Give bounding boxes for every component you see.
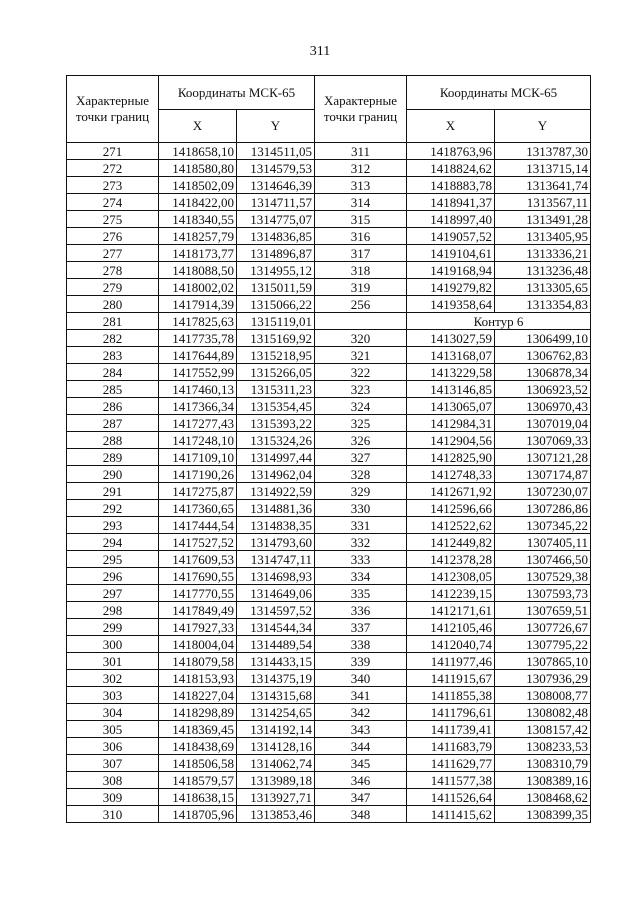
point-number: 280 xyxy=(67,296,159,313)
y-header-left: Y xyxy=(237,110,315,143)
y-value: 1314511,05 xyxy=(237,143,315,160)
y-value: 1313236,48 xyxy=(495,262,591,279)
x-value: 1417360,65 xyxy=(159,500,237,517)
point-number: 289 xyxy=(67,449,159,466)
y-value: 1308157,42 xyxy=(495,721,591,738)
y-value: 1314997,44 xyxy=(237,449,315,466)
point-number: 273 xyxy=(67,177,159,194)
contour-label: Контур 6 xyxy=(407,313,591,330)
x-value: 1418369,45 xyxy=(159,721,237,738)
x-value: 1419168,94 xyxy=(407,262,495,279)
x-value: 1417914,39 xyxy=(159,296,237,313)
point-number: 341 xyxy=(315,687,407,704)
point-number: 281 xyxy=(67,313,159,330)
x-value: 1413168,07 xyxy=(407,347,495,364)
y-value: 1315311,23 xyxy=(237,381,315,398)
y-value: 1313853,46 xyxy=(237,806,315,823)
point-number: 305 xyxy=(67,721,159,738)
x-value: 1412105,46 xyxy=(407,619,495,636)
coords-header-right: Координаты МСК-65 xyxy=(407,76,591,110)
x-value: 1417849,49 xyxy=(159,602,237,619)
coordinates-table xyxy=(66,75,591,823)
table-row xyxy=(67,806,591,823)
point-number: 342 xyxy=(315,704,407,721)
x-value: 1418422,00 xyxy=(159,194,237,211)
points-header-left: Характерные точки границ xyxy=(67,76,159,143)
x-value: 1418658,10 xyxy=(159,143,237,160)
x-value: 1411629,77 xyxy=(407,755,495,772)
table-row xyxy=(67,483,591,500)
point-number: 294 xyxy=(67,534,159,551)
point-number: 324 xyxy=(315,398,407,415)
point-number: 336 xyxy=(315,602,407,619)
point-number: 304 xyxy=(67,704,159,721)
point-number: 328 xyxy=(315,466,407,483)
y-value: 1307726,67 xyxy=(495,619,591,636)
table-row xyxy=(67,517,591,534)
point-number: 326 xyxy=(315,432,407,449)
x-value: 1411915,67 xyxy=(407,670,495,687)
x-value: 1417460,13 xyxy=(159,381,237,398)
x-value: 1418824,62 xyxy=(407,160,495,177)
point-number: 291 xyxy=(67,483,159,500)
x-value: 1417527,52 xyxy=(159,534,237,551)
x-header-left: X xyxy=(159,110,237,143)
point-number: 290 xyxy=(67,466,159,483)
table-row xyxy=(67,551,591,568)
x-value: 1418763,96 xyxy=(407,143,495,160)
y-value: 1308082,48 xyxy=(495,704,591,721)
x-value: 1412522,62 xyxy=(407,517,495,534)
x-value: 1418004,04 xyxy=(159,636,237,653)
y-value: 1314775,07 xyxy=(237,211,315,228)
y-value: 1306970,43 xyxy=(495,398,591,415)
table-row xyxy=(67,432,591,449)
x-value: 1412308,05 xyxy=(407,568,495,585)
y-value: 1307795,22 xyxy=(495,636,591,653)
x-value: 1418502,09 xyxy=(159,177,237,194)
y-value: 1314192,14 xyxy=(237,721,315,738)
point-number: 312 xyxy=(315,160,407,177)
x-value: 1411415,62 xyxy=(407,806,495,823)
table-row xyxy=(67,704,591,721)
x-value: 1413027,59 xyxy=(407,330,495,347)
y-value: 1314062,74 xyxy=(237,755,315,772)
point-number: 279 xyxy=(67,279,159,296)
x-value: 1419358,64 xyxy=(407,296,495,313)
y-value: 1306878,34 xyxy=(495,364,591,381)
x-value: 1411977,46 xyxy=(407,653,495,670)
point-number: 322 xyxy=(315,364,407,381)
point-number: 275 xyxy=(67,211,159,228)
y-value: 1315011,59 xyxy=(237,279,315,296)
point-number: 271 xyxy=(67,143,159,160)
y-value: 1314747,11 xyxy=(237,551,315,568)
y-value: 1313405,95 xyxy=(495,228,591,245)
y-value: 1313927,71 xyxy=(237,789,315,806)
point-number: 325 xyxy=(315,415,407,432)
point-number: 330 xyxy=(315,500,407,517)
point-number: 332 xyxy=(315,534,407,551)
table-row xyxy=(67,500,591,517)
point-number: 293 xyxy=(67,517,159,534)
y-value: 1315393,22 xyxy=(237,415,315,432)
table-row xyxy=(67,585,591,602)
y-value: 1314896,87 xyxy=(237,245,315,262)
y-value: 1314128,16 xyxy=(237,738,315,755)
point-number: 344 xyxy=(315,738,407,755)
x-value: 1418638,15 xyxy=(159,789,237,806)
point-number: 343 xyxy=(315,721,407,738)
table-row xyxy=(67,755,591,772)
table-row xyxy=(67,194,591,211)
point-number: 340 xyxy=(315,670,407,687)
x-value: 1418438,69 xyxy=(159,738,237,755)
table-row xyxy=(67,619,591,636)
table-row xyxy=(67,449,591,466)
x-value: 1412171,61 xyxy=(407,602,495,619)
point-number: 346 xyxy=(315,772,407,789)
table-row xyxy=(67,687,591,704)
table-body xyxy=(67,143,591,823)
point-number: 276 xyxy=(67,228,159,245)
x-header-right: X xyxy=(407,110,495,143)
y-value: 1307286,86 xyxy=(495,500,591,517)
point-number: 348 xyxy=(315,806,407,823)
x-value: 1417248,10 xyxy=(159,432,237,449)
y-value: 1314489,54 xyxy=(237,636,315,653)
x-value: 1418580,80 xyxy=(159,160,237,177)
x-value: 1417609,53 xyxy=(159,551,237,568)
y-value: 1313715,14 xyxy=(495,160,591,177)
table-row xyxy=(67,296,591,313)
y-value: 1307069,33 xyxy=(495,432,591,449)
page-number: 311 xyxy=(309,44,331,59)
y-value: 1307659,51 xyxy=(495,602,591,619)
y-value: 1307019,04 xyxy=(495,415,591,432)
point-number: 318 xyxy=(315,262,407,279)
y-value: 1313336,21 xyxy=(495,245,591,262)
point-number: 331 xyxy=(315,517,407,534)
x-value: 1418579,57 xyxy=(159,772,237,789)
point-number: 314 xyxy=(315,194,407,211)
y-value: 1307865,10 xyxy=(495,653,591,670)
x-value: 1418153,93 xyxy=(159,670,237,687)
x-value: 1411739,41 xyxy=(407,721,495,738)
x-value: 1419279,82 xyxy=(407,279,495,296)
table-header-row xyxy=(67,76,591,110)
y-value: 1307936,29 xyxy=(495,670,591,687)
x-value: 1417366,34 xyxy=(159,398,237,415)
point-number: 298 xyxy=(67,602,159,619)
point-number: 347 xyxy=(315,789,407,806)
point-number: 296 xyxy=(67,568,159,585)
point-number: 345 xyxy=(315,755,407,772)
point-number: 303 xyxy=(67,687,159,704)
x-value: 1418088,50 xyxy=(159,262,237,279)
table-row xyxy=(67,738,591,755)
y-value: 1314544,34 xyxy=(237,619,315,636)
x-value: 1418941,37 xyxy=(407,194,495,211)
y-value: 1314838,35 xyxy=(237,517,315,534)
point-number: 277 xyxy=(67,245,159,262)
y-value: 1306762,83 xyxy=(495,347,591,364)
y-value: 1307345,22 xyxy=(495,517,591,534)
y-value: 1308310,79 xyxy=(495,755,591,772)
x-value: 1418002,02 xyxy=(159,279,237,296)
x-value: 1417190,26 xyxy=(159,466,237,483)
y-value: 1308399,35 xyxy=(495,806,591,823)
x-value: 1413229,58 xyxy=(407,364,495,381)
coords-header-left: Координаты МСК-65 xyxy=(159,76,315,110)
y-value: 1314711,57 xyxy=(237,194,315,211)
point-number: 313 xyxy=(315,177,407,194)
y-value: 1313787,30 xyxy=(495,143,591,160)
x-value: 1413146,85 xyxy=(407,381,495,398)
x-value: 1412378,28 xyxy=(407,551,495,568)
point-number: 321 xyxy=(315,347,407,364)
point-number: 308 xyxy=(67,772,159,789)
x-value: 1418997,40 xyxy=(407,211,495,228)
table-row xyxy=(67,602,591,619)
y-value: 1314881,36 xyxy=(237,500,315,517)
point-number: 295 xyxy=(67,551,159,568)
x-value: 1412040,74 xyxy=(407,636,495,653)
y-header-right: Y xyxy=(495,110,591,143)
table-row xyxy=(67,160,591,177)
y-value: 1313641,74 xyxy=(495,177,591,194)
x-value: 1417644,89 xyxy=(159,347,237,364)
x-value: 1417690,55 xyxy=(159,568,237,585)
point-number: 292 xyxy=(67,500,159,517)
table-row xyxy=(67,653,591,670)
y-value: 1313567,11 xyxy=(495,194,591,211)
point-number: 339 xyxy=(315,653,407,670)
point-number: 302 xyxy=(67,670,159,687)
y-value: 1315066,22 xyxy=(237,296,315,313)
table-row xyxy=(67,313,591,330)
table-row xyxy=(67,347,591,364)
table-row xyxy=(67,211,591,228)
point-number: 297 xyxy=(67,585,159,602)
y-value: 1306923,52 xyxy=(495,381,591,398)
point-number: 307 xyxy=(67,755,159,772)
table-row xyxy=(67,789,591,806)
x-value: 1417444,54 xyxy=(159,517,237,534)
table-row xyxy=(67,670,591,687)
point-number: 300 xyxy=(67,636,159,653)
y-value: 1314579,53 xyxy=(237,160,315,177)
x-value: 1411796,61 xyxy=(407,704,495,721)
point-number: 323 xyxy=(315,381,407,398)
x-value: 1411855,38 xyxy=(407,687,495,704)
table-row xyxy=(67,415,591,432)
table-row xyxy=(67,398,591,415)
table-row xyxy=(67,228,591,245)
x-value: 1417109,10 xyxy=(159,449,237,466)
point-number: 327 xyxy=(315,449,407,466)
y-value: 1307121,28 xyxy=(495,449,591,466)
x-value: 1418079,58 xyxy=(159,653,237,670)
x-value: 1412449,82 xyxy=(407,534,495,551)
y-value: 1314646,39 xyxy=(237,177,315,194)
point-number: 285 xyxy=(67,381,159,398)
y-value: 1313305,65 xyxy=(495,279,591,296)
point-number: 319 xyxy=(315,279,407,296)
x-value: 1418883,78 xyxy=(407,177,495,194)
y-value: 1314793,60 xyxy=(237,534,315,551)
x-value: 1411526,64 xyxy=(407,789,495,806)
y-value: 1308389,16 xyxy=(495,772,591,789)
y-value: 1313989,18 xyxy=(237,772,315,789)
x-value: 1417277,43 xyxy=(159,415,237,432)
contour-spacer xyxy=(315,313,407,330)
y-value: 1313491,28 xyxy=(495,211,591,228)
x-value: 1417927,33 xyxy=(159,619,237,636)
y-value: 1314433,15 xyxy=(237,653,315,670)
x-value: 1412984,31 xyxy=(407,415,495,432)
x-value: 1418705,96 xyxy=(159,806,237,823)
x-value: 1411683,79 xyxy=(407,738,495,755)
point-number: 283 xyxy=(67,347,159,364)
point-number: 288 xyxy=(67,432,159,449)
x-value: 1413065,07 xyxy=(407,398,495,415)
x-value: 1412904,56 xyxy=(407,432,495,449)
y-value: 1307529,38 xyxy=(495,568,591,585)
table-row xyxy=(67,772,591,789)
point-number: 338 xyxy=(315,636,407,653)
x-value: 1417770,55 xyxy=(159,585,237,602)
x-value: 1411577,38 xyxy=(407,772,495,789)
point-number: 337 xyxy=(315,619,407,636)
table-row xyxy=(67,721,591,738)
points-header-right: Характерные точки границ xyxy=(315,76,407,143)
y-value: 1307593,73 xyxy=(495,585,591,602)
y-value: 1315169,92 xyxy=(237,330,315,347)
y-value: 1308468,62 xyxy=(495,789,591,806)
table-row xyxy=(67,568,591,585)
y-value: 1314649,06 xyxy=(237,585,315,602)
point-number: 272 xyxy=(67,160,159,177)
table-row xyxy=(67,262,591,279)
y-value: 1314375,19 xyxy=(237,670,315,687)
point-number: 299 xyxy=(67,619,159,636)
table-row xyxy=(67,330,591,347)
x-value: 1418257,79 xyxy=(159,228,237,245)
x-value: 1417825,63 xyxy=(159,313,237,330)
point-number: 315 xyxy=(315,211,407,228)
x-value: 1417735,78 xyxy=(159,330,237,347)
y-value: 1313354,83 xyxy=(495,296,591,313)
y-value: 1314597,52 xyxy=(237,602,315,619)
point-number: 256 xyxy=(315,296,407,313)
y-value: 1306499,10 xyxy=(495,330,591,347)
y-value: 1307230,07 xyxy=(495,483,591,500)
table-row xyxy=(67,534,591,551)
point-number: 286 xyxy=(67,398,159,415)
y-value: 1315218,95 xyxy=(237,347,315,364)
point-number: 329 xyxy=(315,483,407,500)
table-row xyxy=(67,636,591,653)
x-value: 1419104,61 xyxy=(407,245,495,262)
y-value: 1314962,04 xyxy=(237,466,315,483)
y-value: 1315119,01 xyxy=(237,313,315,330)
point-number: 333 xyxy=(315,551,407,568)
point-number: 316 xyxy=(315,228,407,245)
x-value: 1417275,87 xyxy=(159,483,237,500)
x-value: 1412596,66 xyxy=(407,500,495,517)
point-number: 274 xyxy=(67,194,159,211)
y-value: 1314955,12 xyxy=(237,262,315,279)
point-number: 317 xyxy=(315,245,407,262)
y-value: 1314698,93 xyxy=(237,568,315,585)
x-value: 1412239,15 xyxy=(407,585,495,602)
x-value: 1418506,58 xyxy=(159,755,237,772)
point-number: 287 xyxy=(67,415,159,432)
x-value: 1412748,33 xyxy=(407,466,495,483)
y-value: 1314315,68 xyxy=(237,687,315,704)
x-value: 1417552,99 xyxy=(159,364,237,381)
point-number: 306 xyxy=(67,738,159,755)
x-value: 1418298,89 xyxy=(159,704,237,721)
point-number: 311 xyxy=(315,143,407,160)
table-row xyxy=(67,245,591,262)
table-row xyxy=(67,364,591,381)
point-number: 310 xyxy=(67,806,159,823)
y-value: 1307174,87 xyxy=(495,466,591,483)
point-number: 335 xyxy=(315,585,407,602)
table-row xyxy=(67,381,591,398)
point-number: 309 xyxy=(67,789,159,806)
point-number: 334 xyxy=(315,568,407,585)
point-number: 320 xyxy=(315,330,407,347)
y-value: 1314922,59 xyxy=(237,483,315,500)
table-row xyxy=(67,279,591,296)
table-row xyxy=(67,466,591,483)
table-row xyxy=(67,143,591,160)
y-value: 1315324,26 xyxy=(237,432,315,449)
x-value: 1418173,77 xyxy=(159,245,237,262)
y-value: 1307466,50 xyxy=(495,551,591,568)
point-number: 282 xyxy=(67,330,159,347)
y-value: 1314836,85 xyxy=(237,228,315,245)
point-number: 284 xyxy=(67,364,159,381)
y-value: 1315354,45 xyxy=(237,398,315,415)
x-value: 1418340,55 xyxy=(159,211,237,228)
y-value: 1308233,53 xyxy=(495,738,591,755)
y-value: 1314254,65 xyxy=(237,704,315,721)
x-value: 1419057,52 xyxy=(407,228,495,245)
x-value: 1412825,90 xyxy=(407,449,495,466)
y-value: 1307405,11 xyxy=(495,534,591,551)
y-value: 1308008,77 xyxy=(495,687,591,704)
x-value: 1412671,92 xyxy=(407,483,495,500)
table-row xyxy=(67,177,591,194)
point-number: 301 xyxy=(67,653,159,670)
point-number: 278 xyxy=(67,262,159,279)
x-value: 1418227,04 xyxy=(159,687,237,704)
y-value: 1315266,05 xyxy=(237,364,315,381)
